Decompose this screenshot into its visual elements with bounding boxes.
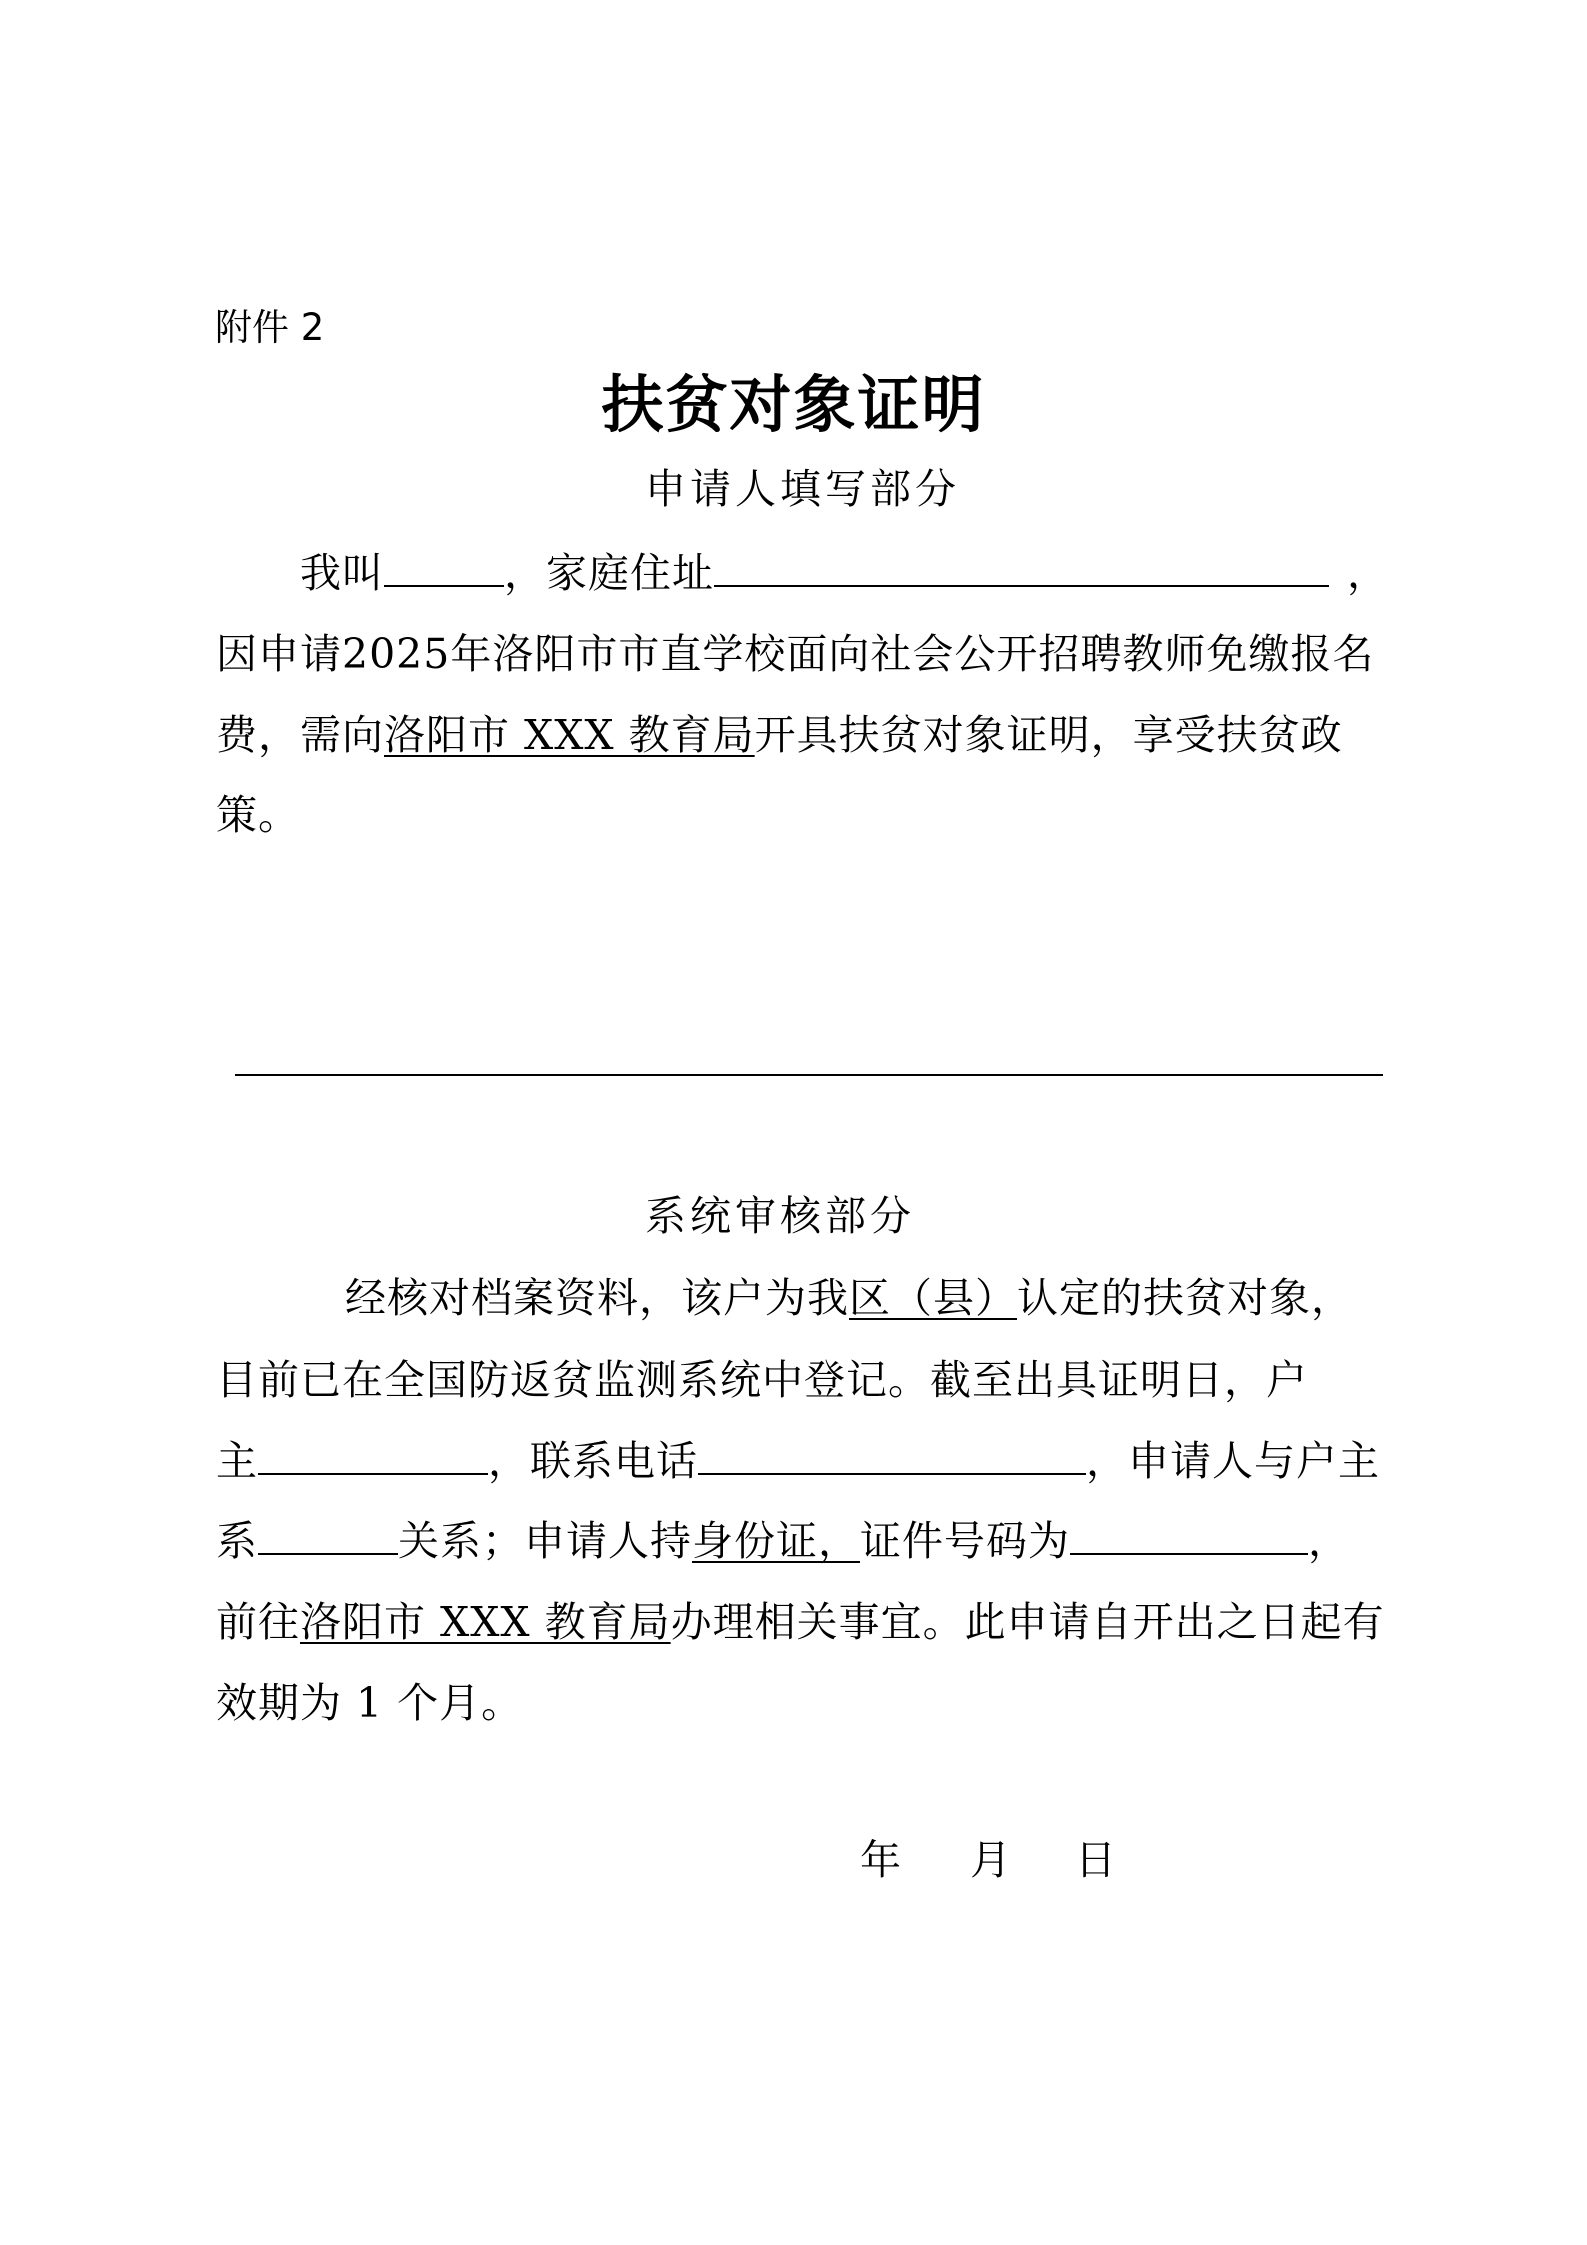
- review-line-1: [345, 1270, 1353, 1326]
- householder-prefix-text: 主: [216, 1437, 258, 1485]
- applicant-line-4: 策。: [216, 791, 300, 839]
- date-month-label: 月: [970, 1836, 1011, 1884]
- review-text-1b: 认定的扶贫对象，: [1017, 1274, 1353, 1322]
- relation-suffix-text: 关系；申请人持: [398, 1517, 692, 1565]
- attachment-label: 附件 2: [215, 306, 325, 349]
- id-comma-text: ，: [1308, 1517, 1350, 1565]
- page-title: 扶贫对象证明: [601, 368, 986, 441]
- review-line-5: [216, 1594, 1385, 1650]
- id-number-prefix-text: 证件号码为: [860, 1517, 1070, 1565]
- id-number-field[interactable]: [1070, 1513, 1308, 1555]
- review-bureau-text: 洛阳市 XXX 教育局: [300, 1598, 671, 1646]
- review-line-3: [216, 1433, 1380, 1489]
- request-prefix-text: 费，需向: [216, 711, 384, 759]
- validity-text: 办理相关事宜。此申请自开出之日起有: [670, 1598, 1385, 1646]
- relationship-field[interactable]: [258, 1513, 398, 1555]
- applicant-section-heading: 申请人填写部分: [645, 465, 960, 513]
- applicant-name-field[interactable]: [384, 545, 504, 587]
- phone-prefix-text: ，联系电话: [488, 1437, 698, 1485]
- address-prefix-text: ，家庭住址: [504, 549, 714, 597]
- home-address-field[interactable]: [714, 545, 1329, 587]
- phone-number-field[interactable]: [698, 1433, 1086, 1475]
- section-divider: [235, 1074, 1383, 1076]
- request-suffix-text: 开具扶贫对象证明，享受扶贫政: [754, 711, 1343, 759]
- relation-head-text: 系: [216, 1517, 258, 1565]
- applicant-line-3: [216, 707, 1343, 763]
- comma-text: ，: [1347, 549, 1389, 597]
- goto-prefix-text: 前往: [216, 1598, 300, 1646]
- review-line-6: 效期为 1 个月。: [216, 1679, 524, 1727]
- education-bureau-text: 洛阳市 XXX 教育局: [384, 711, 755, 759]
- name-prefix-text: 我叫: [300, 549, 384, 597]
- review-text-1a: 经核对档案资料，该户为我: [345, 1274, 849, 1322]
- date-year-label: 年: [860, 1836, 901, 1884]
- applicant-line-1: [300, 545, 1389, 601]
- id-card-text: 身份证，: [692, 1517, 860, 1565]
- date-day-label: 日: [1075, 1836, 1116, 1884]
- district-county-text: 区（县）: [849, 1274, 1017, 1322]
- review-section-heading: 系统审核部分: [645, 1192, 915, 1240]
- review-line-2: 目前已在全国防返贫监测系统中登记。截至出具证明日，户: [216, 1356, 1308, 1404]
- review-line-4: [216, 1513, 1350, 1569]
- applicant-line-2: 因申请2025年洛阳市市直学校面向社会公开招聘教师免缴报名: [216, 630, 1375, 678]
- householder-name-field[interactable]: [258, 1433, 488, 1475]
- relation-prefix-text: ，申请人与户主: [1086, 1437, 1380, 1485]
